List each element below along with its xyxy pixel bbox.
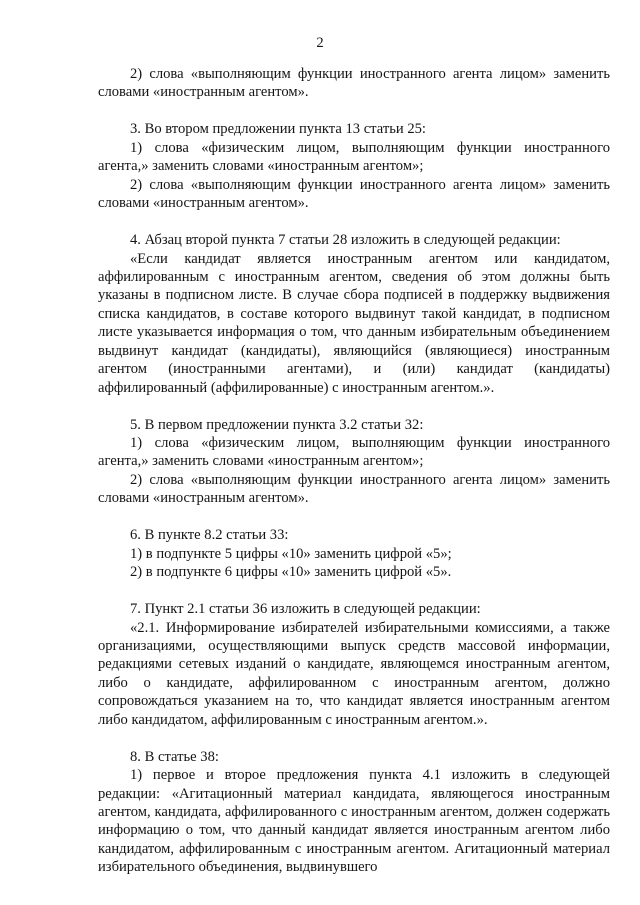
paragraph-gap xyxy=(98,397,610,415)
paragraph-3-item-1: 1) слова «физическим лицом, выполняющим функции иностранного агента,» заменить словами «иностранным агентом»; xyxy=(98,139,610,175)
paragraph-gap xyxy=(98,213,610,231)
paragraph-6-item-2: 2) в подпункте 6 цифры «10» заменить цифрой «5». xyxy=(130,564,452,581)
paragraph-gap xyxy=(98,102,610,120)
paragraph-5-heading: 5. В первом предложении пункта 3.2 статьи 32: xyxy=(130,416,424,433)
paragraph-gap xyxy=(98,582,610,600)
paragraph-6-heading: 6. В пункте 8.2 статьи 33: xyxy=(130,527,289,544)
paragraph-4-heading: 4. Абзац второй пункта 7 статьи 28 изложить в следующей редакции: xyxy=(130,232,561,249)
paragraph-5-item-1: 1) слова «физическим лицом, выполняющим функции иностранного агента,» заменить словами «иностранным агентом»; xyxy=(98,435,610,470)
paragraph-8-heading: 8. В статье 38: xyxy=(130,748,219,765)
paragraph-4-quote: «Если кандидат является иностранным агентом или кандидатом, аффилированным с иностранным агентом, сведения об этом должны быть указаны в подписном листе. В случае сбора подписей в поддержку выдвижения списка кандидатов, в составе которого выдвинут такой кандидат, в подписном листе указывается информация о том, что данным избирательным объединением выдвинут кандидат (кандидаты), являющийся (являющиеся) иностранным агентом (иностранными агентами), и (или) кандидат (кандидаты) аффилированный (аффилированные) с иностранным агентом.». xyxy=(98,250,610,396)
paragraph-1: 2) слова «выполняющим функции иностранного агента лицом» заменить словами «иностранным агентом». xyxy=(98,66,610,101)
paragraph-gap xyxy=(98,729,610,747)
paragraph-7-heading: 7. Пункт 2.1 статьи 36 изложить в следующей редакции: xyxy=(130,601,481,618)
paragraph-5-item-2: 2) слова «выполняющим функции иностранного агента лицом» заменить словами «иностранным агентом». xyxy=(98,471,610,507)
paragraph-3-item-2: 2) слова «выполняющим функции иностранного агента лицом» заменить словами «иностранным агентом». xyxy=(98,176,610,212)
document-body xyxy=(98,65,610,877)
paragraph-8-item-1: 1) первое и второе предложения пункта 4.1 изложить в следующей редакции: «Агитационный материал кандидата, являющегося иностранным агентом, кандидата, аффилированного с иностранным агентом, должен содержать информацию о том, что данный кандидат является иностранным агентом либо кандидатом, аффилированным с иностранным агентом. Агитационный материал избирательного объединения, выдвинувшего xyxy=(98,767,610,876)
paragraph-6-item-1: 1) в подпункте 5 цифры «10» заменить цифрой «5»; xyxy=(130,545,452,562)
paragraph-7-quote: «2.1. Информирование избирателей избирательными комиссиями, а также организациями, осуществляющими выпуск средств массовой информации, редакциями сетевых изданий о кандидате, являющемся иностранным агентом, либо о кандидате, аффилированном с иностранным агентом, должно сопровождаться указанием на то, что кандидат является иностранным агентом либо кандидатом, аффилированным с иностранным агентом.». xyxy=(98,619,610,728)
page-number: 2 xyxy=(316,35,324,51)
paragraph-gap xyxy=(98,508,610,526)
paragraph-3-heading: 3. Во втором предложении пункта 13 статьи 25: xyxy=(130,121,426,138)
